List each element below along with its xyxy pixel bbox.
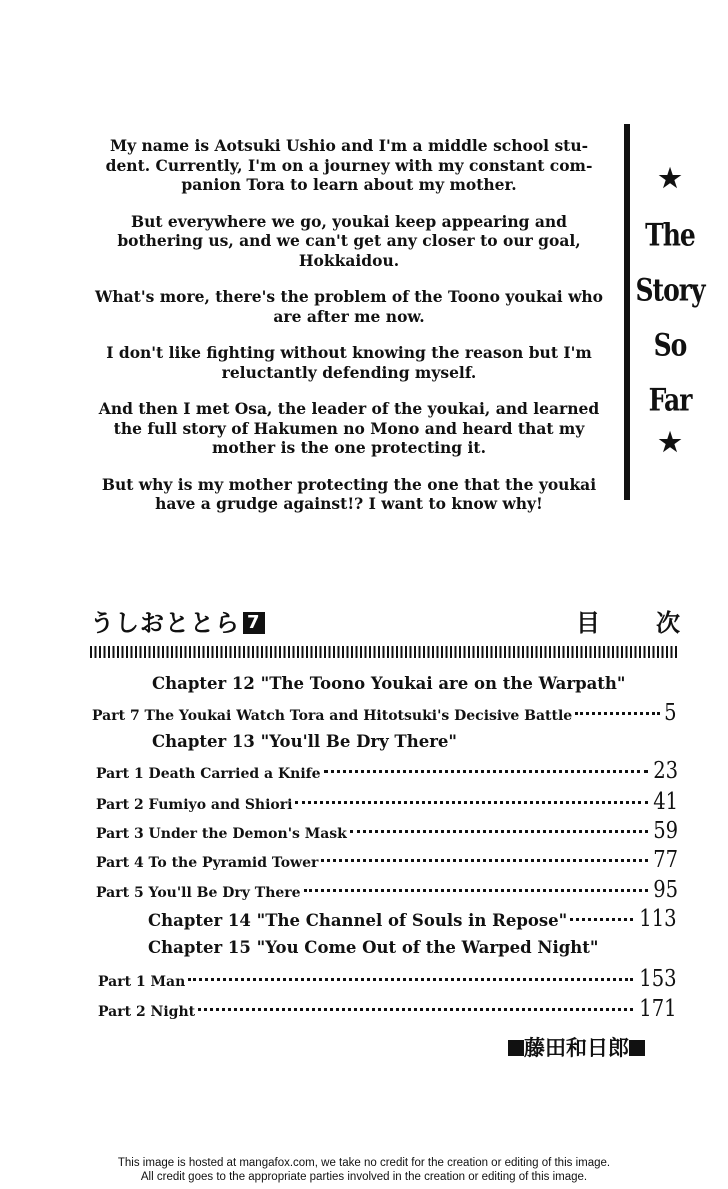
series-title: うしおととら 7 xyxy=(90,606,265,640)
story-paragraph-5: And then I met Osa, the leader of the youkai, and learned the full story of Hakumen no Mono and heard that my mother is the one protecting it. xyxy=(98,399,600,457)
toc-part: Part 2 Fumiyo and Shiori 41 xyxy=(96,789,678,815)
decorative-rule xyxy=(90,646,678,658)
heading-word-the: The xyxy=(645,216,695,253)
toc-part: Part 5 You'll Be Dry There 95 xyxy=(96,877,678,903)
toc-part: Part 1 Man 153 xyxy=(98,966,677,992)
toc-chapter-15: Chapter 15 "You Come Out of the Warped Night" xyxy=(148,938,599,957)
star-icon: ★ xyxy=(658,164,682,194)
story-paragraph-4: I don't like fighting without knowing the reason but I'm reluctantly defending myself. xyxy=(106,343,592,382)
story-paragraph-3: What's more, there's the problem of the Toono youkai who are after me now. xyxy=(94,287,604,326)
heading-word-story: Story xyxy=(635,271,705,308)
disclaimer-line-2: All credit goes to the appropriate parties involved in the creation or editing of this image. xyxy=(140,1171,588,1183)
hosting-disclaimer xyxy=(0,1156,728,1184)
toc-chapter-14: Chapter 14 "The Channel of Souls in Repose" 113 xyxy=(148,906,677,932)
contents-label: 目 次 xyxy=(576,609,680,637)
toc-part: Part 1 Death Carried a Knife 23 xyxy=(96,758,678,784)
side-divider-line xyxy=(624,124,630,500)
star-icon: ★ xyxy=(658,428,682,458)
story-paragraph-2: But everywhere we go, youkai keep appearing and bothering us, and we can't get any closer to our goal, Hokkaidou. xyxy=(117,211,581,270)
volume-badge: 7 xyxy=(243,612,265,634)
story-so-far-text xyxy=(84,136,614,531)
heading-word-so: So xyxy=(653,326,687,363)
toc-part: Part 2 Night 171 xyxy=(98,996,677,1022)
toc-part: Part 7 The Youkai Watch Tora and Hitotsuki's Decisive Battle 5 xyxy=(92,700,677,726)
story-paragraph-6: But why is my mother protecting the one that the youkai have a grudge against!? I want to know why! xyxy=(101,474,597,513)
toc-part: Part 3 Under the Demon's Mask 59 xyxy=(96,818,678,844)
story-paragraph-1: My name is Aotsuki Ushio and I'm a middle school stu- dent. Currently, I'm on a journey with my constant com- panion Tora to learn about my mother. xyxy=(105,136,593,194)
heading-words xyxy=(632,208,708,428)
author-name: 藤田和日郎 xyxy=(508,1034,645,1062)
heading-word-far: Far xyxy=(648,381,692,418)
disclaimer-line-1: This image is hosted at mangafox.com, we take no credit for the creation or editing of this image. xyxy=(117,1157,611,1169)
toc-part: Part 4 To the Pyramid Tower 77 xyxy=(96,847,678,873)
toc-chapter-13: Chapter 13 "You'll Be Dry There" xyxy=(152,732,457,751)
toc-chapter-12: Chapter 12 "The Toono Youkai are on the Warpath" xyxy=(152,674,626,693)
